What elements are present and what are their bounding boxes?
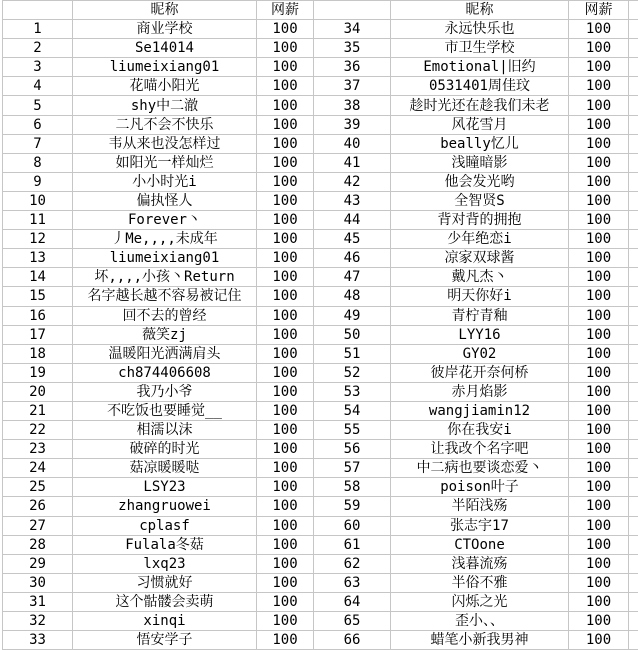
nickname-cell-right[interactable]: 少年绝恋i [391,230,569,249]
table-row [3,134,638,153]
row-number-right[interactable]: 57 [314,459,391,478]
row-number-left[interactable]: 4 [3,77,73,96]
empty-cell[interactable] [629,573,638,592]
nickname-cell-right[interactable]: 他会发光哟 [391,172,569,191]
salary-cell-right[interactable]: 100 [569,153,629,172]
table-body [3,20,638,650]
table-row [3,592,638,611]
empty-cell[interactable] [629,20,638,39]
nickname-cell-right[interactable]: 半俗不雅 [391,573,569,592]
nickname-cell-right[interactable]: 趁时光还在趁我们未老 [391,96,569,115]
nickname-cell-right[interactable]: 彼岸花开奈何桥 [391,363,569,382]
row-number-left[interactable]: 5 [3,96,73,115]
nickname-cell-right[interactable]: 浅暮流殇 [391,554,569,573]
row-number-right[interactable]: 51 [314,344,391,363]
row-number-left[interactable]: 18 [3,344,73,363]
row-number-right[interactable]: 53 [314,382,391,401]
row-number-right[interactable]: 60 [314,516,391,535]
row-number-right[interactable]: 40 [314,134,391,153]
row-number-left[interactable]: 7 [3,134,73,153]
salary-cell-left[interactable]: 100 [257,268,314,287]
salary-cell-left[interactable]: 100 [257,134,314,153]
salary-cell-left[interactable]: 100 [257,287,314,306]
row-number-right[interactable]: 61 [314,535,391,554]
row-number-left[interactable]: 10 [3,191,73,210]
salary-cell-left[interactable]: 100 [257,535,314,554]
nickname-cell-right[interactable]: 让我改个名字吧 [391,440,569,459]
nickname-cell-left[interactable]: liumeixiang01 [73,249,257,268]
row-number-left[interactable]: 33 [3,631,73,650]
table-row [3,516,638,535]
nickname-cell-left[interactable]: 回不去的曾经 [73,306,257,325]
row-number-left[interactable]: 26 [3,497,73,516]
nickname-cell-right[interactable]: 永远快乐也 [391,20,569,39]
table-row [3,573,638,592]
nickname-cell-left[interactable]: lxq23 [73,554,257,573]
table-row [3,230,638,249]
row-number-right[interactable]: 50 [314,325,391,344]
empty-cell[interactable] [629,592,638,611]
row-number-right[interactable]: 65 [314,612,391,631]
row-number-right[interactable]: 37 [314,77,391,96]
header-salary-right[interactable]: 网薪 [569,1,629,20]
table-row [3,382,638,401]
row-number-left[interactable]: 8 [3,153,73,172]
nickname-cell-left[interactable]: 菇凉暖暖哒 [73,459,257,478]
salary-cell-left[interactable]: 100 [257,344,314,363]
empty-cell[interactable] [629,306,638,325]
nickname-cell-left[interactable]: 丿Me,,,,未成年 [73,230,257,249]
empty-cell[interactable] [629,497,638,516]
row-number-right[interactable]: 56 [314,440,391,459]
salary-cell-right[interactable]: 100 [569,191,629,210]
table-row [3,612,638,631]
row-number-right[interactable]: 63 [314,573,391,592]
row-number-left[interactable]: 29 [3,554,73,573]
salary-cell-right[interactable]: 100 [569,497,629,516]
table-row [3,58,638,77]
table-row [3,325,638,344]
row-number-right[interactable]: 34 [314,20,391,39]
salary-cell-right[interactable]: 100 [569,363,629,382]
empty-cell[interactable] [629,287,638,306]
table-row [3,440,638,459]
salary-cell-right[interactable]: 100 [569,249,629,268]
nickname-cell-right[interactable]: 蜡笔小新我男神 [391,631,569,650]
row-number-left[interactable]: 22 [3,421,73,440]
table-row [3,535,638,554]
table-row [3,20,638,39]
table-row [3,153,638,172]
table-row [3,344,638,363]
table-row [3,268,638,287]
empty-cell[interactable] [629,516,638,535]
nickname-cell-left[interactable]: 习惯就好 [73,573,257,592]
salary-cell-left[interactable]: 100 [257,230,314,249]
nickname-cell-left[interactable]: 偏执怪人 [73,191,257,210]
nickname-cell-left[interactable]: 二凡不会不快乐 [73,115,257,134]
empty-cell[interactable] [629,134,638,153]
row-number-left[interactable]: 9 [3,172,73,191]
nickname-cell-left[interactable]: 花喵小阳光 [73,77,257,96]
salary-cell-left[interactable]: 100 [257,497,314,516]
salary-cell-right[interactable]: 100 [569,134,629,153]
table-row [3,478,638,497]
salary-cell-right[interactable]: 100 [569,77,629,96]
row-number-right[interactable]: 62 [314,554,391,573]
salary-cell-left[interactable]: 100 [257,39,314,58]
row-number-left[interactable]: 11 [3,211,73,230]
nickname-cell-right[interactable]: 明天你好i [391,287,569,306]
nickname-cell-left[interactable]: 破碎的时光 [73,440,257,459]
salary-cell-right[interactable]: 100 [569,516,629,535]
salary-cell-right[interactable]: 100 [569,211,629,230]
salary-cell-right[interactable]: 100 [569,554,629,573]
salary-cell-left[interactable]: 100 [257,401,314,420]
row-number-left[interactable]: 21 [3,401,73,420]
nickname-cell-right[interactable]: 半陌浅殇 [391,497,569,516]
salary-cell-left[interactable]: 100 [257,211,314,230]
nickname-cell-right[interactable]: 赤月焰影 [391,382,569,401]
salary-cell-left[interactable]: 100 [257,440,314,459]
row-number-left[interactable]: 13 [3,249,73,268]
salary-cell-right[interactable]: 100 [569,287,629,306]
salary-cell-left[interactable]: 100 [257,115,314,134]
salary-cell-right[interactable]: 100 [569,172,629,191]
empty-cell[interactable] [629,230,638,249]
nickname-cell-left[interactable]: 不吃饭也要睡觉__ [73,401,257,420]
salary-cell-right[interactable]: 100 [569,631,629,650]
row-number-right[interactable]: 39 [314,115,391,134]
row-number-right[interactable]: 66 [314,631,391,650]
row-number-left[interactable]: 17 [3,325,73,344]
header-nickname-right[interactable]: 昵称 [391,1,569,20]
row-number-right[interactable]: 54 [314,401,391,420]
table-row [3,211,638,230]
table-row [3,115,638,134]
row-number-left[interactable]: 32 [3,612,73,631]
empty-cell[interactable] [629,96,638,115]
nickname-cell-left[interactable]: Se14014 [73,39,257,58]
table-row [3,39,638,58]
nickname-cell-left[interactable]: 我乃小爷 [73,382,257,401]
nickname-cell-right[interactable]: LYY16 [391,325,569,344]
row-number-left[interactable]: 28 [3,535,73,554]
empty-cell[interactable] [629,459,638,478]
empty-cell[interactable] [629,153,638,172]
row-number-left[interactable]: 31 [3,592,73,611]
nickname-cell-left[interactable]: 小小时光i [73,172,257,191]
table-row [3,172,638,191]
nickname-cell-right[interactable]: 青柠青釉 [391,306,569,325]
row-number-left[interactable]: 2 [3,39,73,58]
nickname-cell-right[interactable]: 你在我安i [391,421,569,440]
table-row [3,287,638,306]
row-number-right[interactable]: 45 [314,230,391,249]
nickname-cell-left[interactable]: zhangruowei [73,497,257,516]
nickname-cell-left[interactable]: 这个骷髅会卖萌 [73,592,257,611]
salary-cell-right[interactable]: 100 [569,401,629,420]
row-number-left[interactable]: 3 [3,58,73,77]
row-number-right[interactable]: 55 [314,421,391,440]
nickname-cell-right[interactable]: beally忆儿 [391,134,569,153]
salary-cell-left[interactable]: 100 [257,20,314,39]
table-row [3,554,638,573]
empty-cell[interactable] [629,440,638,459]
salary-cell-left[interactable]: 100 [257,631,314,650]
salary-cell-left[interactable]: 100 [257,516,314,535]
salary-cell-right[interactable]: 100 [569,306,629,325]
salary-cell-left[interactable]: 100 [257,573,314,592]
nickname-cell-left[interactable]: shy中二澈 [73,96,257,115]
salary-cell-left[interactable]: 100 [257,592,314,611]
empty-cell[interactable] [629,631,638,650]
empty-cell[interactable] [629,58,638,77]
empty-cell[interactable] [629,191,638,210]
row-number-left[interactable]: 6 [3,115,73,134]
empty-cell[interactable] [629,612,638,631]
nickname-cell-left[interactable]: Forever丶 [73,211,257,230]
table-row [3,77,638,96]
row-number-right[interactable]: 46 [314,249,391,268]
empty-cell[interactable] [629,401,638,420]
nickname-cell-right[interactable]: 风花雪月 [391,115,569,134]
nickname-cell-right[interactable]: CTOone [391,535,569,554]
salary-cell-right[interactable]: 100 [569,535,629,554]
row-number-left[interactable]: 1 [3,20,73,39]
salary-cell-left[interactable]: 100 [257,421,314,440]
header-salary-left[interactable]: 网薪 [257,1,314,20]
nickname-cell-left[interactable]: liumeixiang01 [73,58,257,77]
row-number-left[interactable]: 20 [3,382,73,401]
empty-cell[interactable] [629,325,638,344]
salary-cell-left[interactable]: 100 [257,191,314,210]
salary-cell-right[interactable]: 100 [569,592,629,611]
empty-cell[interactable] [629,77,638,96]
row-number-right[interactable]: 64 [314,592,391,611]
row-number-left[interactable]: 24 [3,459,73,478]
salary-cell-left[interactable]: 100 [257,478,314,497]
table-row [3,459,638,478]
nickname-cell-left[interactable]: 悟安学子 [73,631,257,650]
salary-cell-right[interactable]: 100 [569,612,629,631]
row-number-left[interactable]: 19 [3,363,73,382]
salary-cell-right[interactable]: 100 [569,20,629,39]
salary-cell-right[interactable]: 100 [569,440,629,459]
salary-cell-right[interactable]: 100 [569,478,629,497]
salary-cell-left[interactable]: 100 [257,325,314,344]
table-row [3,96,638,115]
nickname-cell-right[interactable]: GY02 [391,344,569,363]
table-row [3,306,638,325]
header-rownum-left[interactable] [3,1,73,20]
table-row [3,249,638,268]
nickname-cell-right[interactable]: 0531401周佳玟 [391,77,569,96]
empty-cell[interactable] [629,211,638,230]
row-number-left[interactable]: 12 [3,230,73,249]
nickname-cell-right[interactable]: 戴凡杰丶 [391,268,569,287]
empty-cell[interactable] [629,344,638,363]
row-number-right[interactable]: 35 [314,39,391,58]
nickname-cell-left[interactable]: LSY23 [73,478,257,497]
nickname-cell-left[interactable]: 薇笑zj [73,325,257,344]
row-number-left[interactable]: 16 [3,306,73,325]
salary-cell-right[interactable]: 100 [569,96,629,115]
nickname-cell-right[interactable]: wangjiamin12 [391,401,569,420]
salary-cell-right[interactable]: 100 [569,39,629,58]
header-nickname-left[interactable]: 昵称 [73,1,257,20]
salary-cell-left[interactable]: 100 [257,153,314,172]
salary-cell-left[interactable]: 100 [257,249,314,268]
nickname-pay-table [2,0,638,650]
salary-cell-left[interactable]: 100 [257,306,314,325]
header-rownum-right[interactable] [314,1,391,20]
table-row [3,401,638,420]
empty-cell[interactable] [629,535,638,554]
empty-cell[interactable] [629,39,638,58]
salary-cell-left[interactable]: 100 [257,612,314,631]
table-row [3,191,638,210]
salary-cell-right[interactable]: 100 [569,421,629,440]
table-row [3,497,638,516]
empty-cell[interactable] [629,554,638,573]
salary-cell-right[interactable]: 100 [569,115,629,134]
nickname-cell-left[interactable]: cplasf [73,516,257,535]
nickname-cell-right[interactable]: 闪烁之光 [391,592,569,611]
salary-cell-right[interactable]: 100 [569,573,629,592]
row-number-right[interactable]: 47 [314,268,391,287]
salary-cell-right[interactable]: 100 [569,382,629,401]
table-row [3,421,638,440]
row-number-right[interactable]: 41 [314,153,391,172]
nickname-cell-left[interactable]: Fulala冬菇 [73,535,257,554]
salary-cell-right[interactable]: 100 [569,344,629,363]
row-number-left[interactable]: 25 [3,478,73,497]
salary-cell-right[interactable]: 100 [569,459,629,478]
row-number-right[interactable]: 59 [314,497,391,516]
salary-cell-right[interactable]: 100 [569,230,629,249]
row-number-right[interactable]: 44 [314,211,391,230]
row-number-right[interactable]: 43 [314,191,391,210]
nickname-cell-left[interactable]: 坏,,,,小孩丶Return [73,268,257,287]
nickname-cell-left[interactable]: 如阳光一样灿烂 [73,153,257,172]
nickname-cell-right[interactable]: poison叶子 [391,478,569,497]
empty-cell[interactable] [629,249,638,268]
nickname-cell-right[interactable]: 背对背的拥抱 [391,211,569,230]
row-number-right[interactable]: 42 [314,172,391,191]
row-number-right[interactable]: 48 [314,287,391,306]
nickname-cell-left[interactable]: xinqi [73,612,257,631]
nickname-cell-right[interactable]: 凉家双球酱 [391,249,569,268]
empty-cell[interactable] [629,172,638,191]
nickname-cell-left[interactable]: 相濡以沫 [73,421,257,440]
nickname-cell-left[interactable]: 名字越长越不容易被记住 [73,287,257,306]
salary-cell-right[interactable]: 100 [569,325,629,344]
empty-cell[interactable] [629,382,638,401]
salary-cell-right[interactable]: 100 [569,58,629,77]
table-row [3,631,638,650]
row-number-right[interactable]: 49 [314,306,391,325]
salary-cell-left[interactable]: 100 [257,382,314,401]
nickname-cell-left[interactable]: ch874406608 [73,363,257,382]
nickname-cell-right[interactable]: 市卫生学校 [391,39,569,58]
row-number-left[interactable]: 27 [3,516,73,535]
nickname-cell-right[interactable]: 全智贤S [391,191,569,210]
nickname-cell-left[interactable]: 商业学校 [73,20,257,39]
empty-cell[interactable] [629,363,638,382]
empty-cell[interactable] [629,421,638,440]
nickname-cell-left[interactable]: 韦从来也没怎样过 [73,134,257,153]
row-number-left[interactable]: 23 [3,440,73,459]
salary-cell-right[interactable]: 100 [569,268,629,287]
row-number-left[interactable]: 14 [3,268,73,287]
salary-cell-left[interactable]: 100 [257,96,314,115]
row-number-right[interactable]: 58 [314,478,391,497]
empty-cell[interactable] [629,268,638,287]
salary-cell-left[interactable]: 100 [257,77,314,96]
nickname-cell-right[interactable]: 中二病也要谈恋爱丶 [391,459,569,478]
empty-cell[interactable] [629,478,638,497]
salary-cell-left[interactable]: 100 [257,459,314,478]
row-number-left[interactable]: 15 [3,287,73,306]
salary-cell-left[interactable]: 100 [257,363,314,382]
row-number-right[interactable]: 36 [314,58,391,77]
nickname-cell-right[interactable]: 浅瞳暗影 [391,153,569,172]
table-row [3,363,638,382]
nickname-cell-right[interactable]: 歪小、、 [391,612,569,631]
header-filler[interactable] [629,1,638,20]
row-number-right[interactable]: 52 [314,363,391,382]
salary-cell-left[interactable]: 100 [257,172,314,191]
salary-cell-left[interactable]: 100 [257,58,314,77]
nickname-cell-right[interactable]: 张志宇17 [391,516,569,535]
salary-cell-left[interactable]: 100 [257,554,314,573]
row-number-right[interactable]: 38 [314,96,391,115]
nickname-cell-left[interactable]: 温暖阳光洒满肩头 [73,344,257,363]
nickname-cell-right[interactable]: Emotional|旧约 [391,58,569,77]
header-row [3,1,638,20]
row-number-left[interactable]: 30 [3,573,73,592]
empty-cell[interactable] [629,115,638,134]
